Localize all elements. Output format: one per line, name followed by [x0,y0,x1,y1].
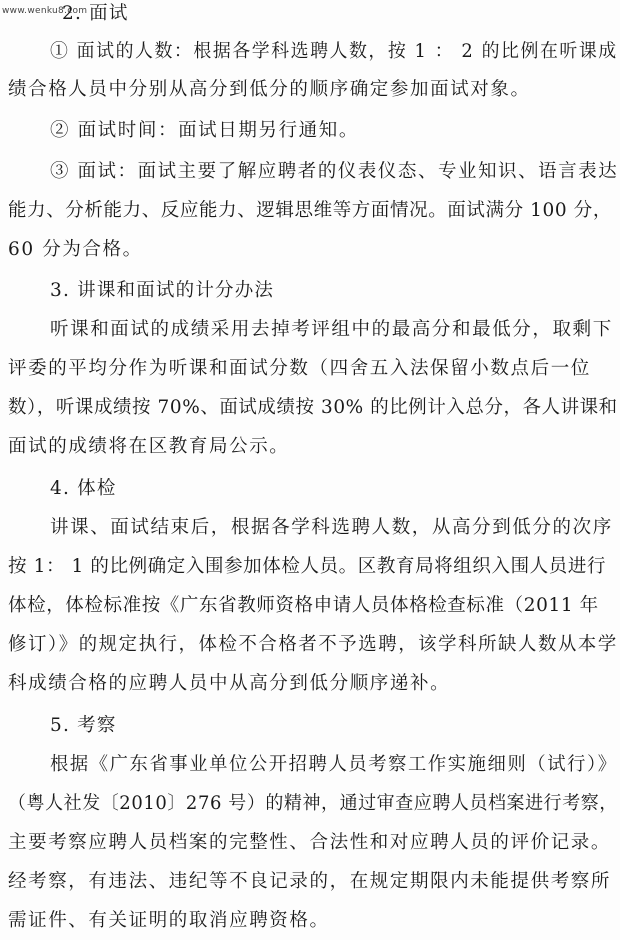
paragraph-line: 按 1： 1 的比例确定入围参加体检人员。区教育局将组织入围人员进行 [8,556,607,577]
paragraph-line: 经考察，有违法、违纪等不良记录的，在规定期限内未能提供考察所 [8,871,612,892]
paragraph-line: ② 面试时间：面试日期另行通知。 [50,120,359,141]
paragraph-line: 需证件、有关证明的取消应聘资格。 [8,910,330,931]
paragraph-line: ① 面试的人数：根据各学科选聘人数，按 1 ： 2 的比例在听课成 [50,41,618,62]
paragraph-line: 根据《广东省事业单位公开招聘人员考察工作实施细则（试行）》 [50,754,618,775]
watermark-text: www.wenku8.com [2,6,88,16]
paragraph-line: 60 分为合格。 [8,239,143,260]
paragraph-line: 绩合格人员中分别从高分到低分的顺序确定参加面试对象。 [8,79,531,100]
heading-scoring-method: 3. 讲课和面试的计分办法 [50,280,275,301]
paragraph-line: 讲课、面试结束后，根据各学科选聘人数，从高分到低分的次序 [50,517,613,538]
paragraph-line: 主要考察应聘人员档案的完整性、合法性和对应聘人员的评价记录。 [8,832,612,853]
paragraph-line: 修订）》的规定执行，体检不合格者不予选聘，该学科所缺人数从本学 [8,634,618,655]
paragraph-line: ③ 面试：面试主要了解应聘者的仪表仪态、专业知识、语言表达 [50,161,619,182]
paragraph-line: 体检，体检标准按《广东省教师资格申请人员体格检查标准（2011 年 [8,595,599,616]
paragraph-line: 听课和面试的成绩采用去掉考评组中的最高分和最低分，取剩下 [50,319,613,340]
paragraph-line: 科成绩合格的应聘人员中从高分到低分顺序递补。 [8,673,451,694]
paragraph-line: 评委的平均分作为听课和面试分数（四舍五入法保留小数点后一位 [8,358,591,379]
paragraph-line: （粤人社发〔2010〕276 号）的精神，通过审查应聘人员档案进行考察， [8,793,618,814]
paragraph-line: 面试的成绩将在区教育局公示。 [8,436,290,457]
paragraph-line: 能力、分析能力、反应能力、逻辑思维等方面情况。面试满分 100 分， [8,200,612,221]
heading-physical-exam: 4. 体检 [50,478,117,499]
heading-interview: 2. 面试 [62,3,129,24]
paragraph-line: 数），听课成绩按 70%、面试成绩按 30% 的比例计入总分，各人讲课和 [8,397,618,418]
heading-inspection: 5. 考察 [50,715,117,736]
